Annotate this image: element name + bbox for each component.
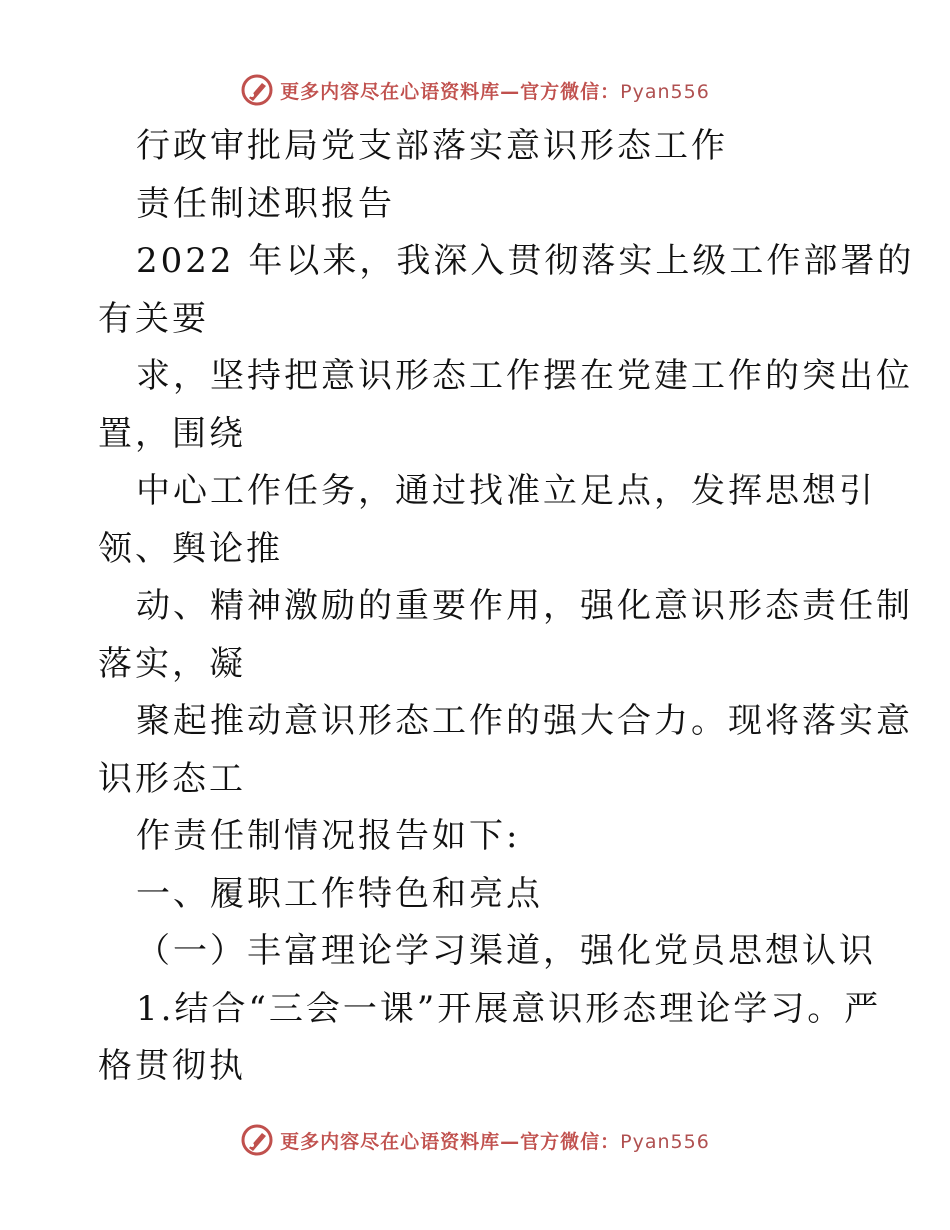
pen-logo-icon xyxy=(240,1123,274,1157)
banner-contact: Pyan556 xyxy=(620,1130,710,1153)
document-body xyxy=(98,118,915,1096)
doc-line: 一、履职工作特色和亮点 xyxy=(136,873,543,914)
doc-line: 领、舆论推 xyxy=(98,528,283,569)
banner-slogan: 更多内容尽在心语资料库—官方微信： xyxy=(280,80,621,103)
doc-line: 聚起推动意识形态工作的强大合力。现将落实意 xyxy=(136,701,913,741)
doc-line: 动、精神激励的重要作用，强化意识形态责任制 xyxy=(136,586,913,626)
header-banner xyxy=(0,70,950,110)
pen-logo-icon xyxy=(240,73,274,107)
banner-slogan: 更多内容尽在心语资料库—官方微信： xyxy=(280,1130,621,1153)
doc-line: 求，坚持把意识形态工作摆在党建工作的突出位 xyxy=(136,356,913,396)
banner-text xyxy=(280,1127,710,1154)
doc-line: 置，围绕 xyxy=(98,413,246,454)
doc-line: （一）丰富理论学习渠道，强化党员思想认识 xyxy=(136,931,876,971)
doc-line: 中心工作任务，通过找准立足点，发挥思想引 xyxy=(136,471,876,511)
banner-contact: Pyan556 xyxy=(620,80,710,103)
doc-line: 责任制述职报告 xyxy=(136,183,395,224)
doc-line: 行政审批局党支部落实意识形态工作 xyxy=(136,126,728,166)
banner-text xyxy=(280,77,710,104)
footer-banner xyxy=(0,1120,950,1160)
doc-line: 识形态工 xyxy=(98,758,246,799)
doc-line: 1.结合“三会一课”开展意识形态理论学习。严 xyxy=(136,988,882,1029)
doc-line: 有关要 xyxy=(98,298,209,339)
doc-line: 作责任制情况报告如下: xyxy=(136,816,521,856)
doc-line: 2022 年以来，我深入贯彻落实上级工作部署的 xyxy=(136,241,915,281)
doc-line: 格贯彻执 xyxy=(98,1046,246,1086)
doc-line: 落实，凝 xyxy=(98,643,246,684)
